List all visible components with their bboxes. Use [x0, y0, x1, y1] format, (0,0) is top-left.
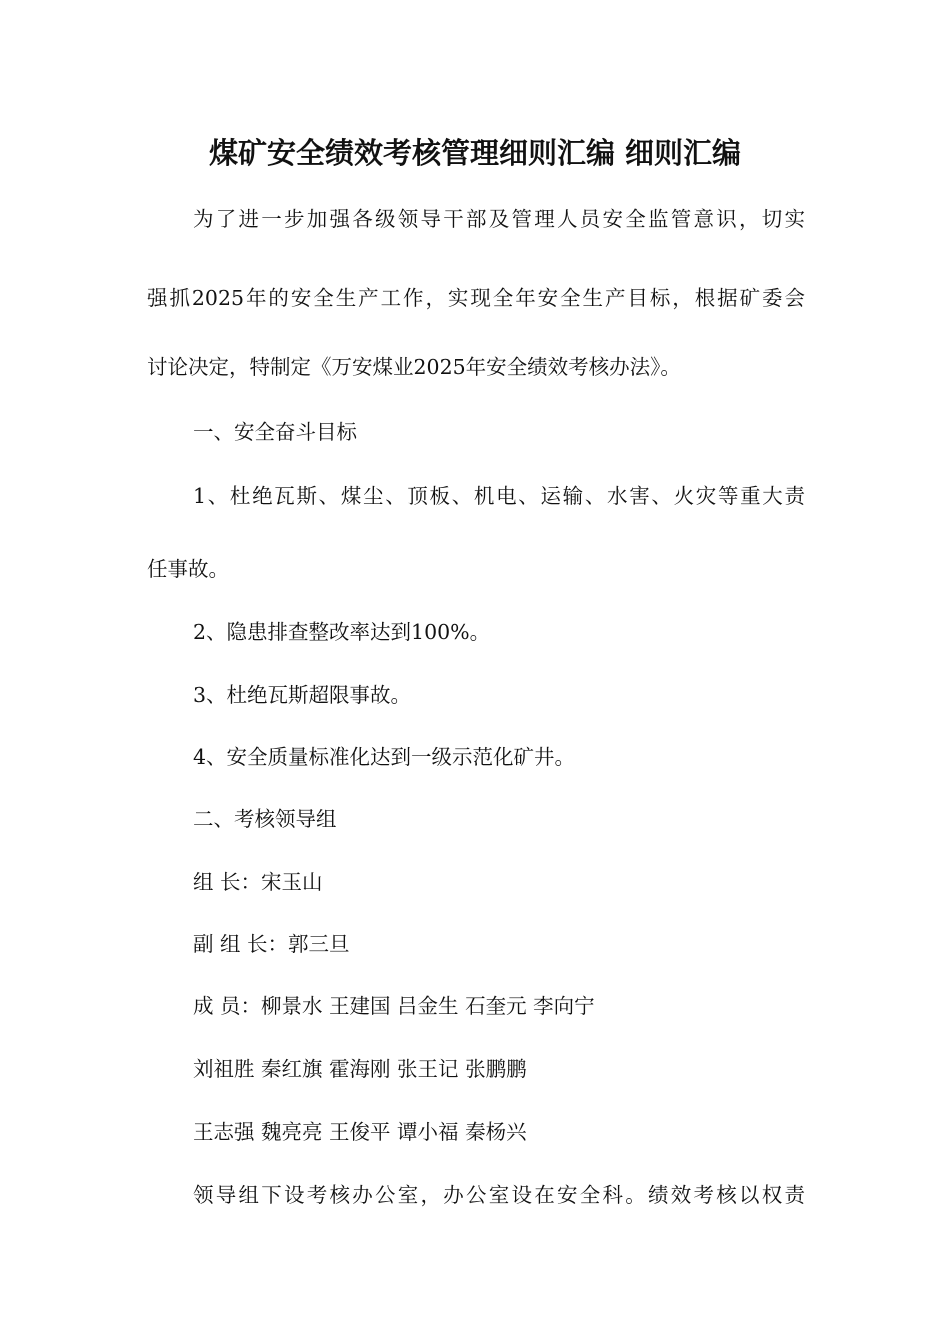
deputy-group-leader: 副 组 长：郭三旦: [193, 932, 350, 956]
intro-paragraph-line-3: 讨论决定，特制定《万安煤业2025年安全绩效考核办法》。: [147, 355, 681, 379]
members-line-1: 成 员：柳景水 王建国 吕金生 石奎元 李向宁: [193, 994, 595, 1018]
intro-paragraph-line-2: 强抓2025年的安全生产工作，实现全年安全生产目标，根据矿委会: [147, 286, 805, 310]
document-title: 煤矿安全绩效考核管理细则汇编 细则汇编: [208, 136, 742, 170]
office-paragraph-line-1: 领导组下设考核办公室，办公室设在安全科。绩效考核以权责: [193, 1183, 805, 1207]
members-line-2: 刘祖胜 秦红旗 霍海刚 张王记 张鹏鹏: [193, 1057, 527, 1081]
section-heading-safety-goals: 一、安全奋斗目标: [193, 420, 357, 444]
section-heading-assessment-group: 二、考核领导组: [193, 807, 337, 831]
goal-2: 2、隐患排查整改率达到100%。: [193, 620, 491, 644]
goal-3: 3、杜绝瓦斯超限事故。: [193, 683, 412, 707]
goal-1-line-1: 1、杜绝瓦斯、煤尘、顶板、机电、运输、水害、火灾等重大责: [193, 484, 805, 508]
goal-4: 4、安全质量标准化达到一级示范化矿井。: [193, 745, 576, 769]
intro-paragraph-line-1: 为了进一步加强各级领导干部及管理人员安全监管意识，切实: [193, 207, 805, 231]
goal-1-line-2: 任事故。: [147, 557, 229, 581]
group-leader: 组 长：宋玉山: [193, 870, 323, 894]
members-line-3: 王志强 魏亮亮 王俊平 谭小福 秦杨兴: [193, 1120, 527, 1144]
